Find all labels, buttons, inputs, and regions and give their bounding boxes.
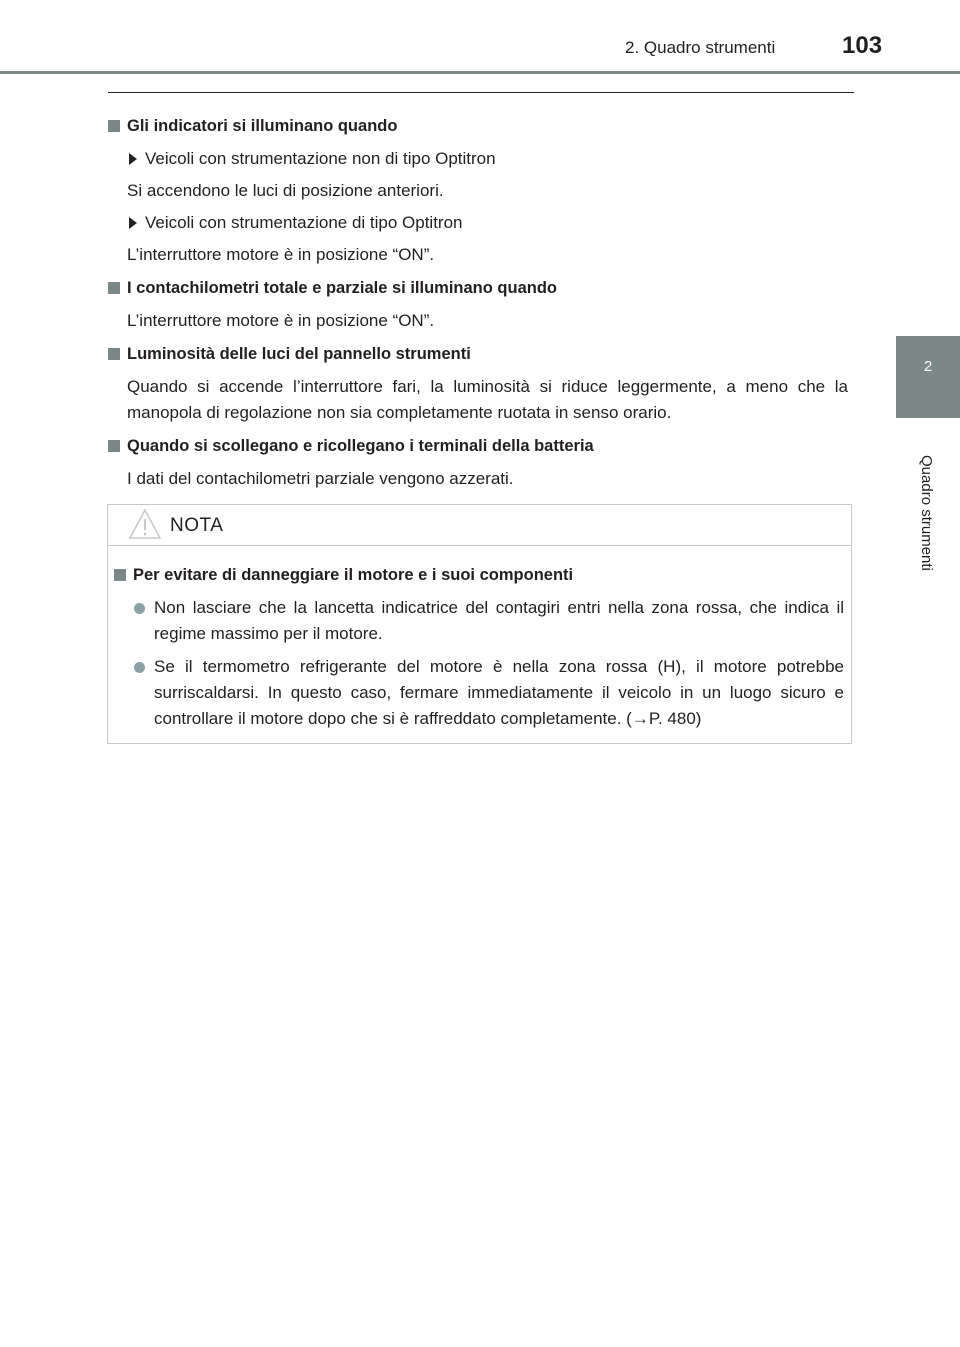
section-text: Si accendono le luci di posizione anteriori. [127,181,444,200]
vehicle-type-label: Veicoli con strumentazione non di tipo Optitron [108,146,848,172]
section-text: L’interruttore motore è in posizione “ON”. [127,245,435,264]
circle-bullet-icon [134,603,145,614]
section-text: L’interruttore motore è in posizione “ON”. [127,311,435,330]
main-content [108,106,848,498]
chapter-tab [896,336,960,418]
header-section-title: 2. Quadro strumenti [625,38,776,57]
note-title: NOTA [170,515,224,536]
vehicle-type-label: Veicoli con strumentazione di tipo Optitron [108,210,848,236]
header-rule [0,71,960,74]
section-text: I dati del contachilometri parziale vengono azzerati. [127,469,514,488]
square-bullet-icon [108,440,120,452]
section-text: Quando si accende l’interruttore fari, la luminosità si riduce leggermente, a meno che la manopola di regolazione non sia completamente ruotata in senso orario. [127,377,848,422]
section-heading: I contachilometri totale e parziale si illuminano quando [108,276,848,300]
note-bullet: Se il termometro refrigerante del motore è nella zona rossa (H), il motore potrebbe surriscaldarsi. In questo caso, fermare immediatamente il veicolo in un luogo sicuro e controllare il motore dopo che si è raffreddato completamente. (→P. 480) [114,654,844,732]
chapter-tab-label: Quadro strumenti [918,455,935,571]
section-heading: Quando si scollegano e ricollegano i terminali della batteria [108,434,848,458]
triangle-right-icon [129,217,137,229]
square-bullet-icon [114,569,126,581]
square-bullet-icon [108,282,120,294]
note-body [114,563,844,739]
triangle-right-icon [129,153,137,165]
note-heading: Per evitare di danneggiare il motore e i suoi componenti [114,563,844,587]
note-box [107,504,852,744]
content-top-rule [108,92,854,93]
page-number: 103 [842,32,883,59]
warning-triangle-icon [128,508,162,540]
section-heading: Gli indicatori si illuminano quando [108,114,848,138]
note-header [108,505,851,546]
section-heading: Luminosità delle luci del pannello strumenti [108,342,848,366]
square-bullet-icon [108,348,120,360]
note-bullet: Non lasciare che la lancetta indicatrice del contagiri entri nella zona rossa, che indica il regime massimo per il motore. [114,595,844,647]
square-bullet-icon [108,120,120,132]
circle-bullet-icon [134,662,145,673]
chapter-tab-number: 2 [923,358,933,375]
